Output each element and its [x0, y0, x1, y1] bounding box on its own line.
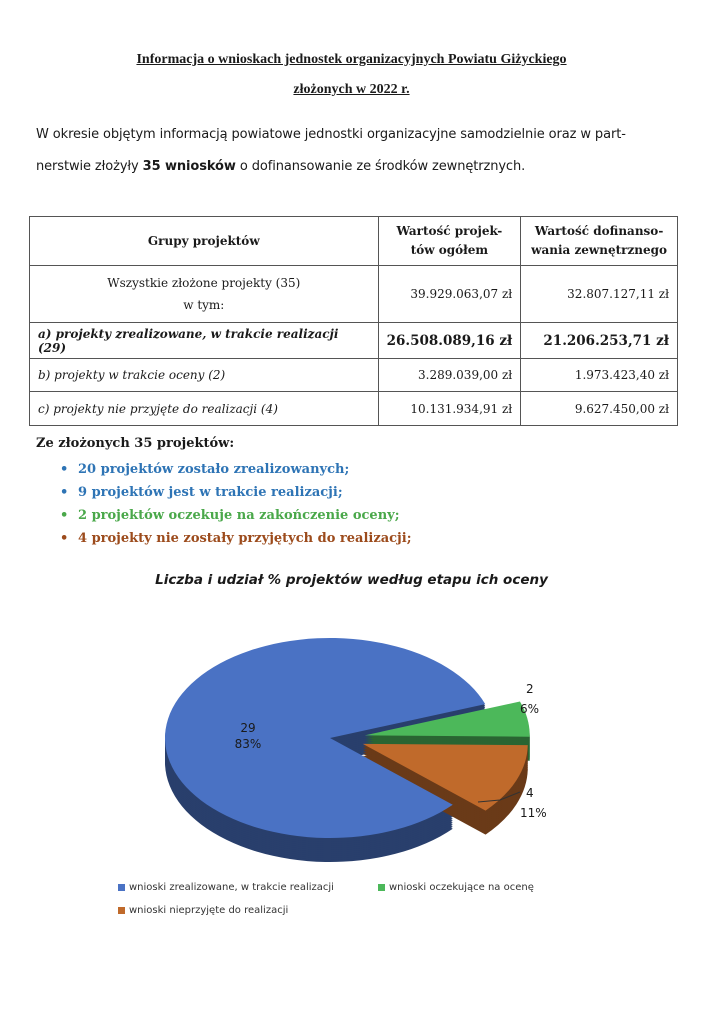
table-row — [30, 359, 678, 392]
data-label-percent: 6% — [520, 702, 540, 716]
header-groups: Grupy projektów — [30, 217, 379, 266]
row-funding: 1.973.423,40 zł — [521, 359, 678, 392]
row-funding: 21.206.253,71 zł — [521, 323, 678, 359]
project-status-list — [60, 458, 412, 550]
list-item — [60, 504, 412, 527]
table-row-summary — [30, 266, 678, 323]
summary-funding: 32.807.127,11 zł — [521, 266, 678, 323]
list-item — [60, 527, 412, 550]
intro-bold-count: 35 wniosków — [142, 159, 236, 174]
intro-paragraph — [36, 119, 670, 183]
legend-swatch-icon — [118, 884, 125, 891]
legend-swatch-icon — [118, 907, 125, 914]
list-item-text: 20 projektów zostało zrealizowanych; — [78, 462, 350, 477]
pie-chart — [0, 600, 703, 870]
list-item — [60, 458, 412, 481]
legend-label: wnioski oczekujące na ocenę — [389, 882, 534, 893]
legend-label: wnioski zrealizowane, w trakcie realizacji — [129, 882, 334, 893]
data-label-value: 4 — [526, 786, 534, 800]
row-label: c) projekty nie przyjęte do realizacji (4) — [30, 392, 379, 426]
table-row — [30, 392, 678, 426]
intro-text: W okresie objętym informacją powiatowe jednostki organizacyjne samodzielnie oraz w part-nerstwie złożyły — [36, 127, 626, 174]
summary-total: 39.929.063,07 zł — [378, 266, 521, 323]
legend-swatch-icon — [378, 884, 385, 891]
row-label: a) projekty zrealizowane, w trakcie realizacji (29) — [30, 323, 379, 359]
header-total-value: Wartość projek-tów ogółem — [378, 217, 521, 266]
legend-item — [378, 882, 534, 893]
row-total: 26.508.089,16 zł — [378, 323, 521, 359]
bullet-dot-icon: • — [60, 485, 69, 500]
document-title-line-1: Informacja o wnioskach jednostek organizacyjnych Powiatu Giżyckiego — [136, 52, 567, 67]
summary-heading: Ze złożonych 35 projektów: — [36, 436, 235, 451]
data-label-percent: 83% — [234, 737, 262, 751]
header-funding-value: Wartość dofinanso-wania zewnętrznego — [521, 217, 678, 266]
row-total: 3.289.039,00 zł — [378, 359, 521, 392]
row-total: 10.131.934,91 zł — [378, 392, 521, 426]
list-item-text: 9 projektów jest w trakcie realizacji; — [78, 485, 343, 500]
legend-item — [118, 905, 288, 916]
summary-cell — [30, 266, 379, 323]
data-label-percent: 11% — [520, 806, 547, 820]
table-row — [30, 323, 678, 359]
data-label-value: 29 — [240, 721, 256, 735]
document-title-line-2: złożonych w 2022 r. — [293, 82, 410, 97]
bullet-dot-icon: • — [60, 531, 69, 546]
legend-item — [118, 882, 334, 893]
row-funding: 9.627.450,00 zł — [521, 392, 678, 426]
table-header-row — [30, 217, 678, 266]
bullet-dot-icon: • — [60, 508, 69, 523]
chart-title: Liczba i udział % projektów według etapu ich oceny — [155, 572, 548, 588]
list-item-text: 4 projekty nie zostały przyjętych do realizacji; — [78, 531, 412, 546]
data-label-value: 2 — [526, 682, 534, 696]
projects-table — [29, 216, 678, 426]
list-item — [60, 481, 412, 504]
legend-label: wnioski nieprzyjęte do realizacji — [129, 905, 289, 916]
list-item-text: 2 projektów oczekuje na zakończenie oceny; — [78, 508, 400, 523]
bullet-dot-icon: • — [60, 462, 69, 477]
row-label: b) projekty w trakcie oceny (2) — [30, 359, 379, 392]
intro-text-end: o dofinansowanie ze środków zewnętrznych. — [235, 159, 526, 174]
summary-sublabel: w tym: — [183, 298, 225, 312]
summary-label: Wszystkie złożone projekty (35) — [107, 276, 301, 290]
